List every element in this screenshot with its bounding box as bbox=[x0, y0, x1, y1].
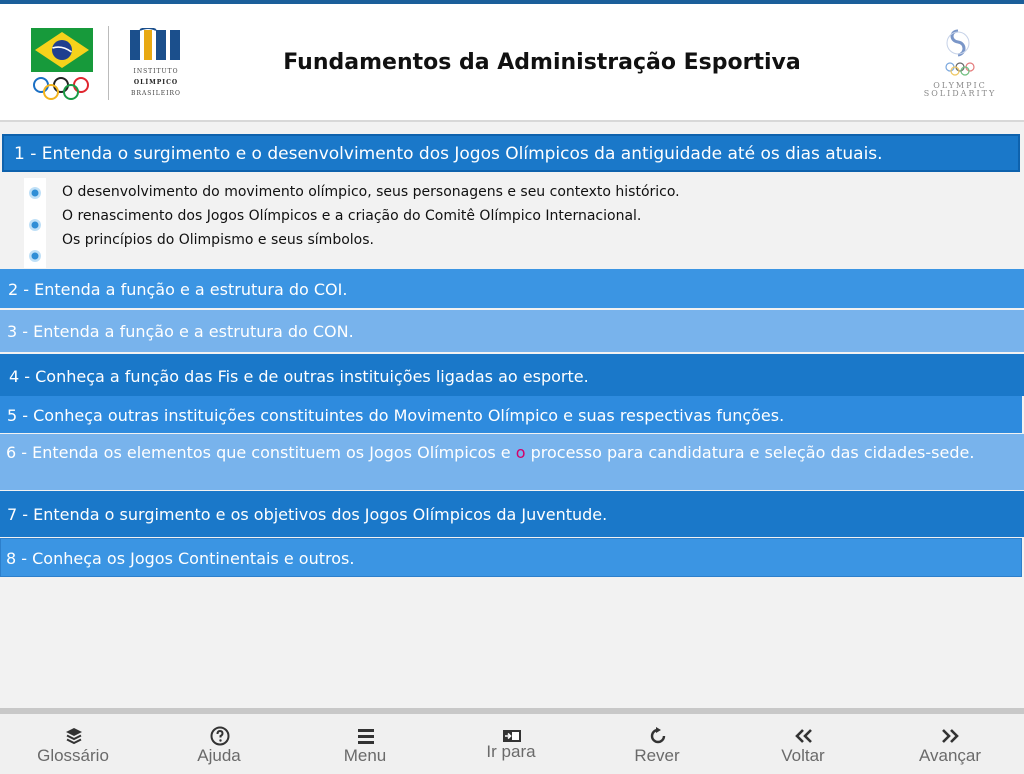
menu-button[interactable]: Menu bbox=[292, 720, 440, 774]
topic-7[interactable] bbox=[0, 491, 1024, 537]
topic-6[interactable] bbox=[0, 434, 1024, 490]
topic-7-label: 7 - Entenda o surgimento e os objetivos dos Jogos Olímpicos da Juventude. bbox=[7, 505, 608, 524]
replay-button[interactable]: Rever bbox=[584, 720, 732, 774]
back-button[interactable]: Voltar bbox=[730, 720, 878, 774]
topic-2[interactable] bbox=[0, 269, 1024, 308]
subtopic-item[interactable]: Os princípios do Olimpismo e seus símbolos. bbox=[62, 232, 374, 248]
glossary-button[interactable]: Glossário bbox=[0, 720, 148, 774]
olympic-solidarity-rings-icon bbox=[945, 62, 975, 76]
topic-3-label: 3 - Entenda a função e a estrutura do CON. bbox=[7, 322, 354, 341]
footer-nav bbox=[0, 708, 1024, 768]
topic-2-label: 2 - Entenda a função e a estrutura do COI. bbox=[8, 280, 348, 299]
replay-icon bbox=[648, 726, 668, 746]
subtopic-item[interactable]: O desenvolvimento do movimento olímpico, seus personagens e seu contexto histórico. bbox=[62, 184, 680, 200]
radio-bullet-icon[interactable] bbox=[28, 249, 42, 263]
menu-icon bbox=[356, 726, 376, 746]
topic-1-label: 1 - Entenda o surgimento e o desenvolvimento dos Jogos Olímpicos da antiguidade até os dias atuais. bbox=[14, 144, 883, 164]
goto-button[interactable]: Ir para bbox=[438, 720, 586, 774]
topic-5[interactable] bbox=[0, 396, 1022, 433]
subtopic-bullets bbox=[24, 178, 46, 268]
olympic-solidarity-text: OLYMPIC SOLIDARITY bbox=[923, 81, 997, 98]
layers-icon bbox=[64, 726, 84, 746]
topic-8-label: 8 - Conheça os Jogos Continentais e outros. bbox=[6, 549, 355, 568]
olympic-rings-icon bbox=[31, 76, 91, 102]
topic-5-label: 5 - Conheça outras instituições constituintes do Movimento Olímpico e suas respectivas funções. bbox=[7, 406, 785, 425]
topic-1[interactable] bbox=[2, 134, 1020, 172]
topic-6-label: 6 - Entenda os elementos que constituem os Jogos Olímpicos e o processo para candidatura e seleção das cidades-sede. bbox=[6, 443, 975, 462]
help-button[interactable]: Ajuda bbox=[146, 720, 294, 774]
olympic-solidarity-emblem-icon bbox=[946, 29, 970, 57]
page-title: Fundamentos da Administração Esportiva bbox=[283, 50, 801, 75]
topic-4[interactable] bbox=[0, 354, 1024, 396]
double-chevron-left-icon bbox=[794, 726, 814, 746]
header bbox=[0, 4, 1024, 122]
topic-8[interactable] bbox=[0, 538, 1022, 577]
subtopic-item[interactable]: O renascimento dos Jogos Olímpicos e a criação do Comitê Olímpico Internacional. bbox=[62, 208, 642, 224]
topic-3[interactable] bbox=[0, 310, 1024, 352]
topic-4-label: 4 - Conheça a função das Fis e de outras instituições ligadas ao esporte. bbox=[9, 367, 589, 386]
help-icon bbox=[210, 726, 230, 746]
radio-bullet-icon[interactable] bbox=[28, 218, 42, 232]
double-chevron-right-icon bbox=[940, 726, 960, 746]
next-button[interactable]: Avançar bbox=[876, 720, 1024, 774]
radio-bullet-icon[interactable] bbox=[28, 186, 42, 200]
iob-logo-text: INSTITUTO OLÍMPICO BRASILEIRO bbox=[131, 68, 181, 97]
